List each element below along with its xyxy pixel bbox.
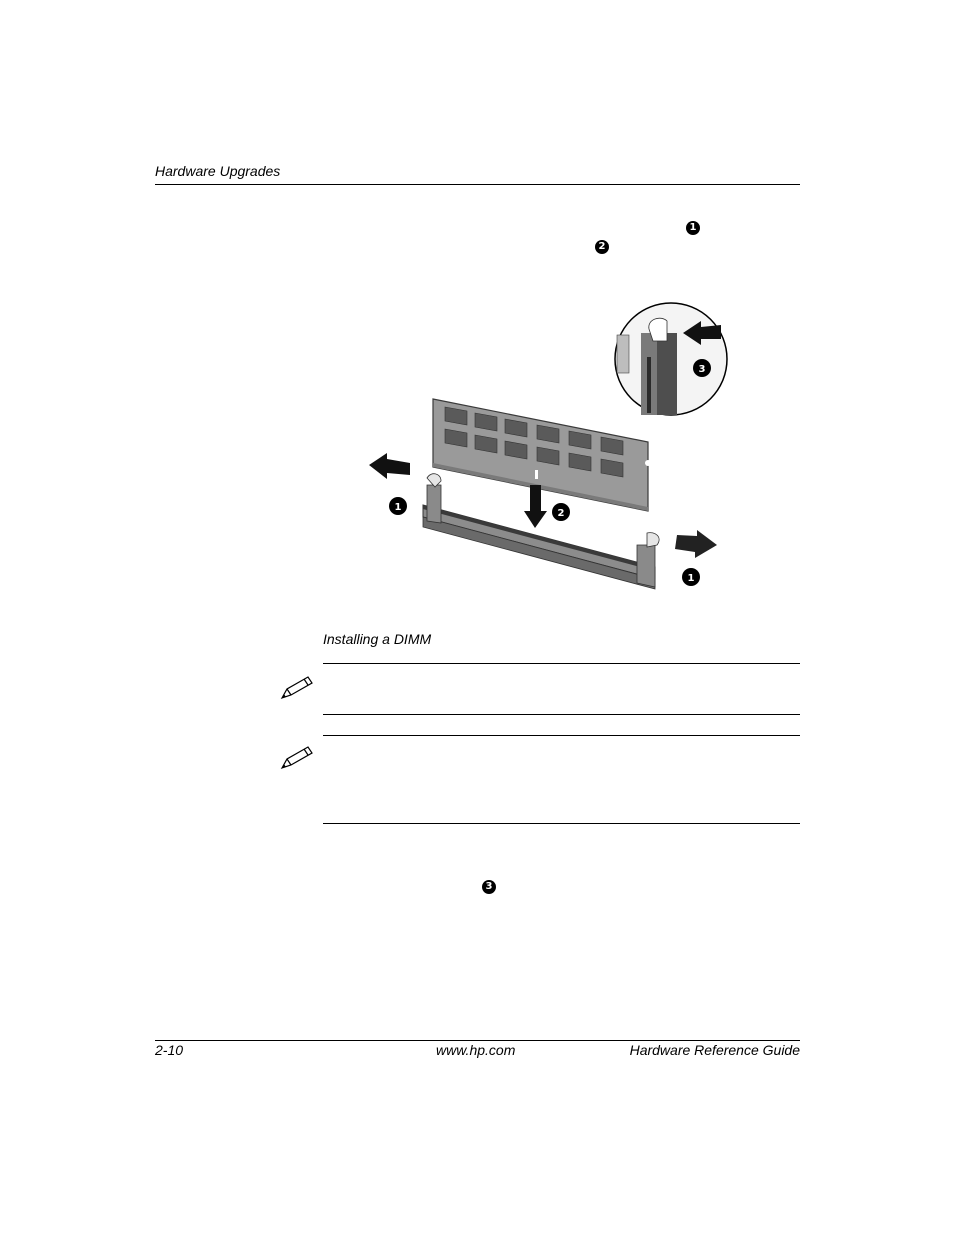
dimm-module bbox=[433, 399, 651, 511]
note-divider-top bbox=[323, 735, 800, 736]
svg-text:2: 2 bbox=[557, 508, 565, 519]
pencil-note-icon bbox=[279, 675, 313, 701]
pencil-note-icon bbox=[279, 745, 313, 771]
svg-text:1: 1 bbox=[394, 502, 402, 513]
latch-detail-inset bbox=[615, 303, 727, 415]
page-number: 2-10 bbox=[155, 1042, 184, 1058]
svg-text:3: 3 bbox=[698, 364, 706, 375]
callout-marker-2: 2 bbox=[595, 240, 609, 254]
footer-divider bbox=[155, 1040, 800, 1041]
guide-title: Hardware Reference Guide bbox=[629, 1042, 800, 1058]
callout-marker-3: 3 bbox=[482, 880, 496, 894]
header-divider bbox=[155, 184, 800, 185]
arrow-right-icon bbox=[675, 530, 717, 558]
figure-caption: Installing a DIMM bbox=[323, 631, 432, 647]
callout-marker-1: 1 bbox=[686, 221, 700, 235]
figure-callout-1-left bbox=[389, 497, 407, 515]
arrow-down-icon bbox=[524, 485, 547, 528]
footer-url: www.hp.com bbox=[436, 1042, 516, 1058]
arrow-left-icon bbox=[369, 453, 410, 479]
figure-callout-1-right bbox=[682, 568, 700, 586]
dimm-installation-figure bbox=[355, 295, 745, 595]
figure-callout-2 bbox=[552, 503, 570, 521]
note-divider-top bbox=[323, 663, 800, 664]
svg-text:1: 1 bbox=[687, 573, 695, 584]
note-divider-bottom bbox=[323, 714, 800, 715]
note-divider-bottom bbox=[323, 823, 800, 824]
running-header: Hardware Upgrades bbox=[155, 163, 281, 179]
